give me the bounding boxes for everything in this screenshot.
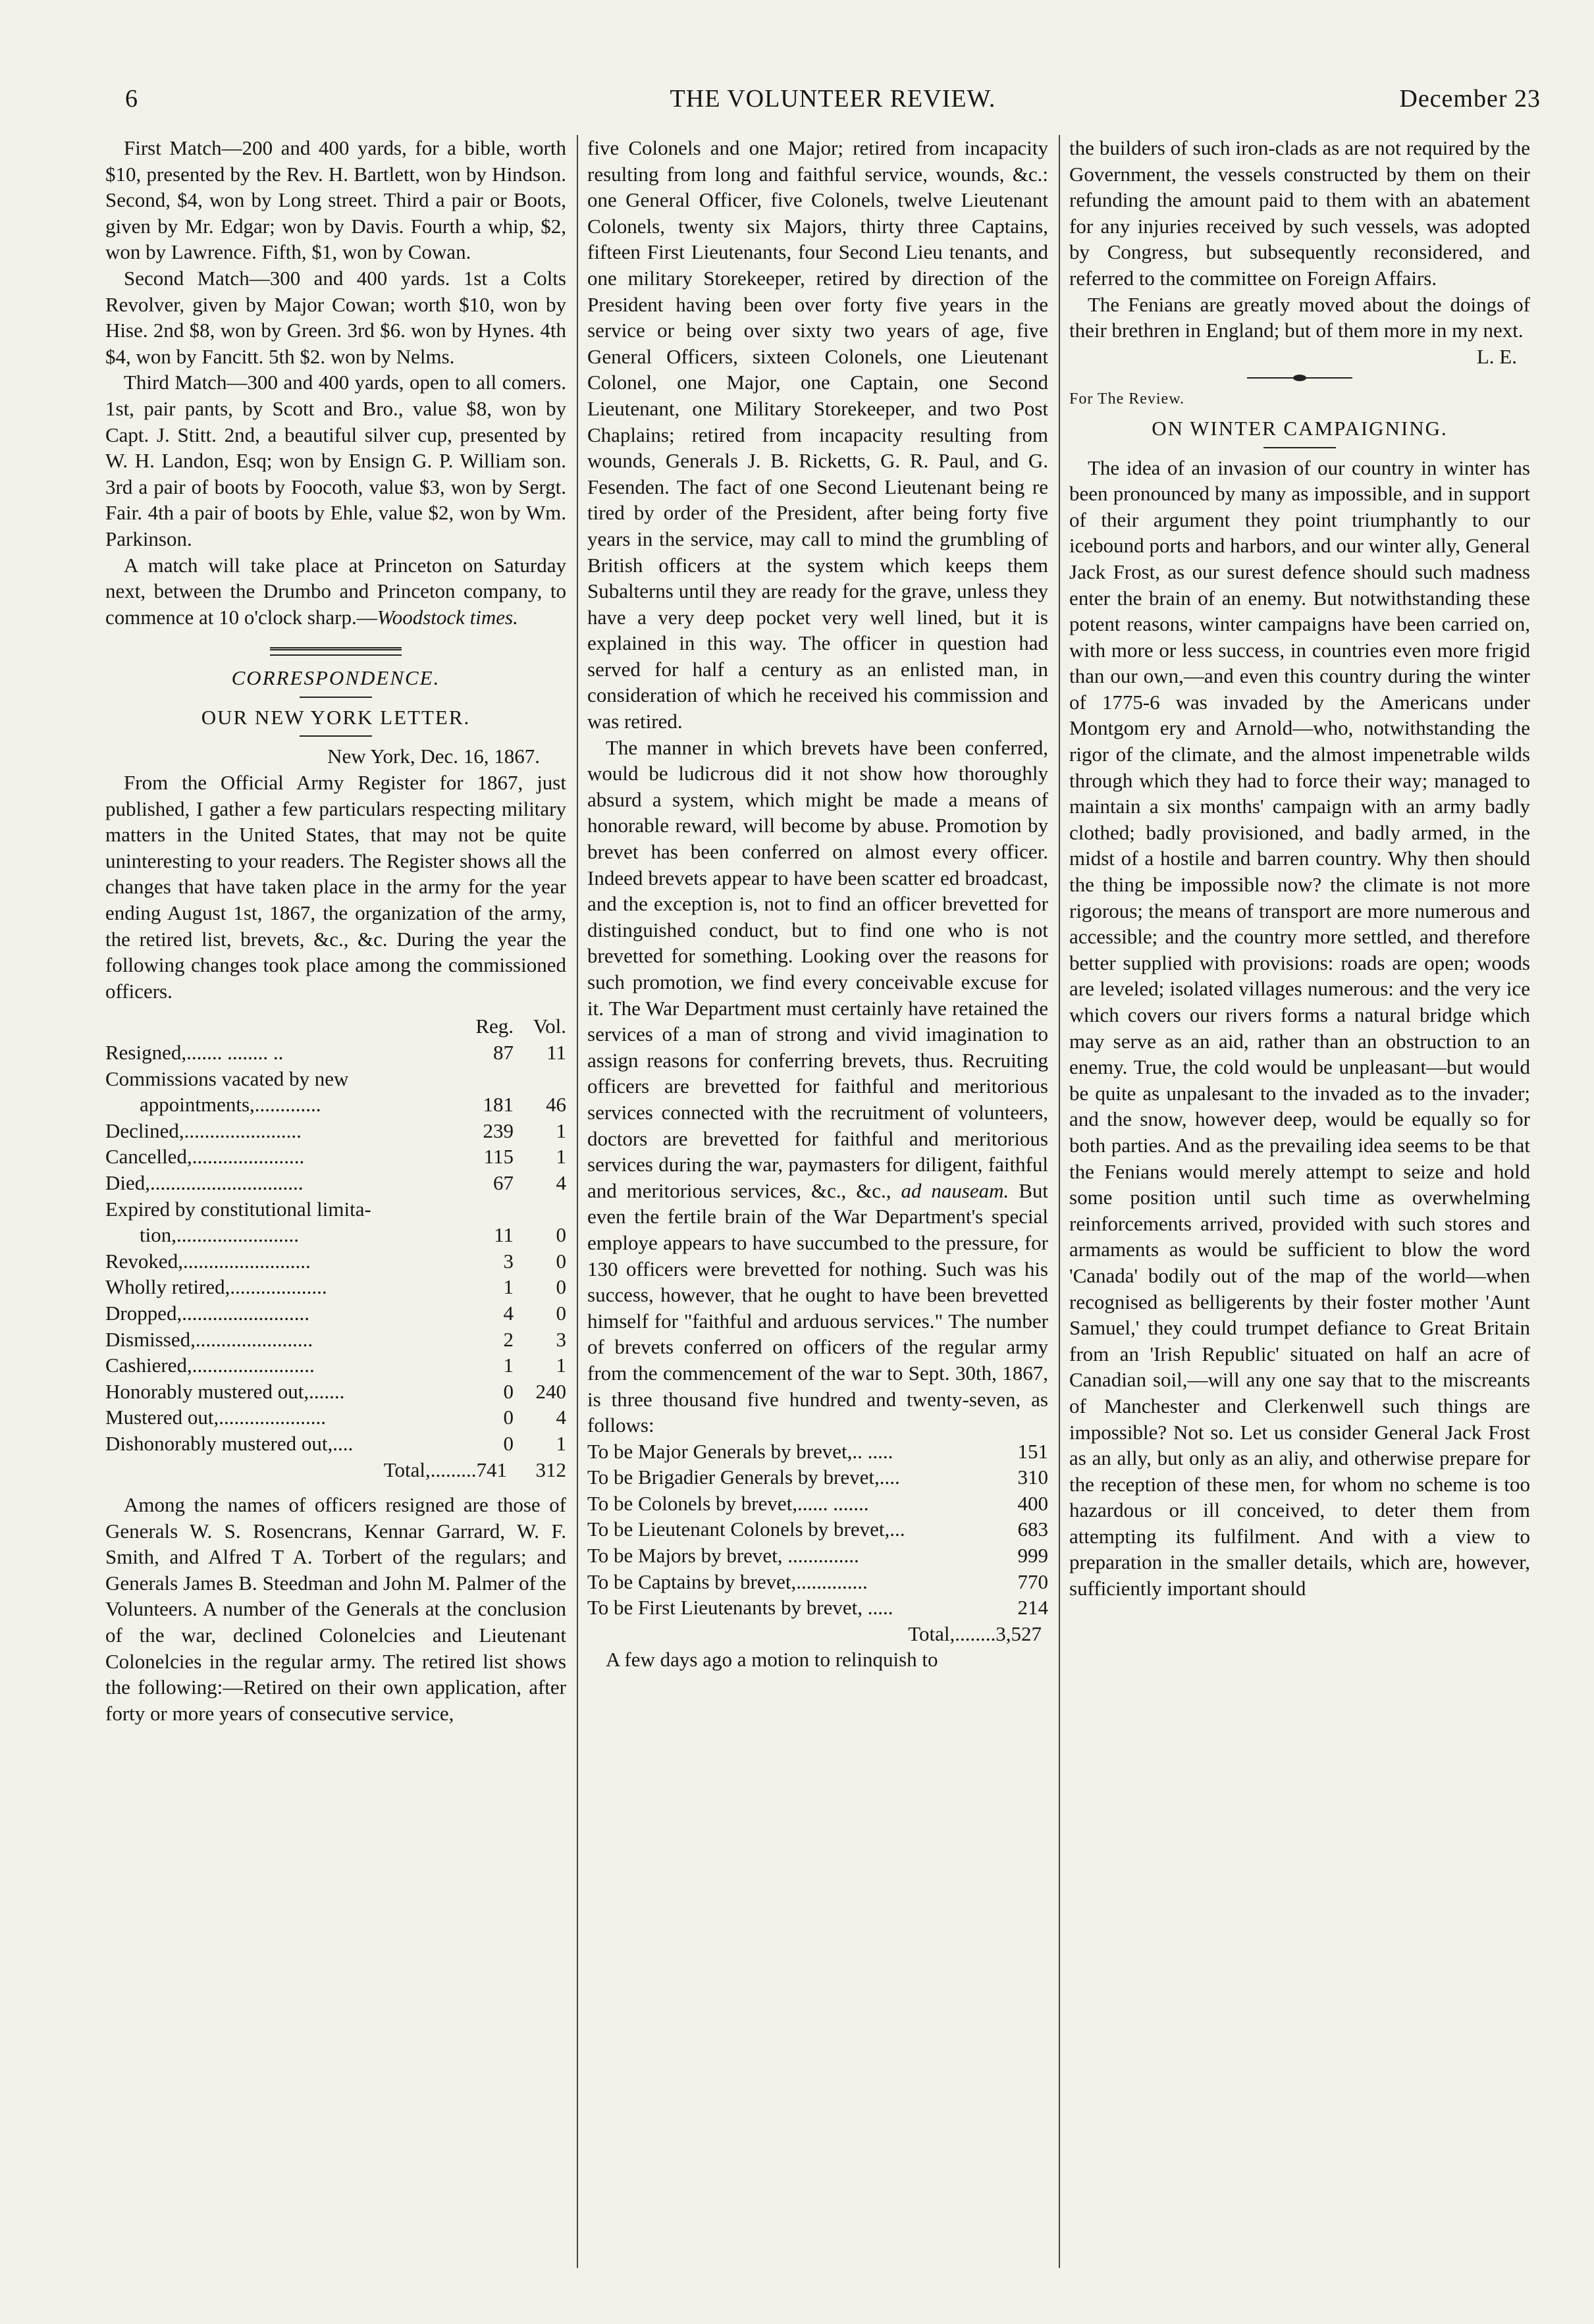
issue-date: December 23 — [1399, 85, 1541, 113]
brevet-table — [587, 1439, 1048, 1621]
row-reg: 0 — [503, 1379, 514, 1403]
table-row — [105, 1352, 566, 1379]
row-vol: 240 — [535, 1379, 566, 1403]
column-2 — [587, 135, 1048, 2268]
row-label: Cashiered,........................ — [105, 1354, 315, 1377]
rifle-match-1: First Match—200 and 400 yards, for a bible, worth $10, presented by the Rev. H. Bartlett, won by Hindson. Second, $4, won by Long street. Third a pair or Boots, given by Mr. Edgar; won by Davis. Fourth a whip, $2, won by Lawrence. Fifth, $1, won by Cowan. — [105, 136, 566, 264]
row-vol: 1 — [556, 1354, 566, 1377]
rifle-match-3: Third Match—300 and 400 yards, open to all comers. 1st, pair pants, by Scott and Bro., value $8, won by Capt. J. Stitt. 2nd, a beautiful silver cup, presented by W. H. Landon, Esq; won by Ensign G. P. William son. 3rd a pair of boots by Foocoth, value $3, won by Sergt. Fair. 4th a pair of boots by Ehle, value $2, won by Wm. Parkinson. — [105, 371, 566, 550]
ironclads-paragraph: the builders of such iron-clads as are not required by the Government, the vessels constructed by them on their refunding the amount paid to them with an abatement for any injuries received by such vessels, was adopted by Congress, but subsequently reconsidered, and referred to the committee on Foreign Affairs. — [1069, 136, 1530, 290]
rifle-match-2: Second Match—300 and 400 yards. 1st a Colts Revolver, given by Major Cowan; worth $10, won by Hise. 2nd $8, won by Green. 3rd $6. won by Hynes. 4th $4, won by Fancitt. 5th $2. won by Nelms. — [105, 266, 566, 368]
list-item — [587, 1464, 1048, 1491]
letter-intro: From the Official Army Register for 1867, just published, I gather a few particulars respecting military matters in the United States, that may not be quite uninteresting to your readers. The Register shows all the changes that have taken place in the army for the year ending August 1st, 1867, the organization of the army, the retired list, brevets, &c., &c. During the year the following changes took place among the commissioned officers. — [105, 771, 566, 1003]
table-row — [105, 1248, 566, 1275]
row-label: Dishonorably mustered out,.... — [105, 1431, 354, 1455]
table-row — [105, 1274, 566, 1300]
list-item — [587, 1516, 1048, 1543]
heading-rule — [300, 697, 372, 698]
fenians-paragraph: The Fenians are greatly moved about the doings of their brethren in England; but of them more in my next. — [1069, 292, 1530, 342]
row-reg: 2 — [503, 1327, 514, 1351]
row-vol: 1 — [556, 1145, 566, 1169]
list-item — [587, 1569, 1048, 1595]
row-label: Dismissed,....................... — [105, 1327, 313, 1351]
row-label: Dropped,......................... — [105, 1301, 309, 1325]
brevets-text: The manner in which brevets have been conferred, would be ludicrous did it not show how thoroughly absurd a system, which might be made a means of honorable reward, will become by abuse. Promotion by brevet has been conferred on almost every officer. Indeed brevets appear to have been scatter ed broadcast, and the exception is, not to find an officer brevetted for distinguished conduct, but to find one who is not brevetted for something. Looking over the reasons for such promotion, we find every conceivable excuse for it. The War Department must certainly have retained the services of a man of strong and vivid imagination to assign reasons for conferring brevets, thus. Recruiting officers are brevetted for faithful and meritorious services connected with the recruitment of volunteers, doctors are brevetted for faithful and meritorious services during the war, paymasters for diligent, faithful and meritorious services, &c., &c., — [587, 735, 1048, 1202]
row-label: Mustered out,..................... — [105, 1406, 326, 1429]
match-notice-text: A match will take place at Princeton on Saturday next, between the Drumbo and Princeton company, to commence at 10 o'clock sharp.— — [105, 553, 566, 629]
brevet-total: Total,........3,527 — [908, 1622, 1042, 1645]
table-row — [105, 1066, 566, 1092]
row-label: Revoked,......................... — [105, 1249, 311, 1273]
retired-list: five Colonels and one Major; retired from incapacity resulting from long and faithful service, wounds, &c.: one General Officer, five Colonels, twelve Lieutenant Colonels, twenty six Majors, thirty three Captains, fifteen First Lieutenants, four Second Lieu tenants, and one military Storekeeper, retired by direction of the President having been over forty five years in the service or being over sixty two years of age, five General Officers, sixteen Colonels, one Lieutenant Colonel, one Major, one Captain, one Second Lieutenant, one Military Storekeeper, and two Post Chaplains; retired from incapacity resulting from wounds, Generals J. B. Ricketts, G. R. Paul, and G. Fesenden. The fact of one Second Lieutenant being re tired by order of the President, after being forty five years in the service, may call to mind the grumbling of British officers at the system which keeps them Subalterns until they are ready for the grave, unless they have a very deep pocket very well lined, but it is explained in this way. The officer in question had served for half a century as an enlisted man, in consideration of which he received his commission and was retired. — [587, 136, 1048, 733]
table-header — [105, 1013, 566, 1040]
brevet-rank: To be Lieutenant Colonels by brevet,... — [587, 1518, 905, 1541]
column-divider — [1059, 135, 1060, 2268]
row-vol: 0 — [556, 1249, 566, 1273]
col-reg-header: Reg. — [475, 1015, 514, 1038]
table-total — [105, 1457, 566, 1483]
brevets-text-cont: But even the fertile brain of the War Department's special employe appears to have succumbed to the pressure, for 130 officers were brevetted for nothing. Such was his success, however, that he ought to have been brevetted himself for "faithful and arduous services." The number of brevets conferred on officers of the regular army from the commencement of the war to Sept. 30th, 1867, is three thousand five hundred and twenty-seven, as follows: — [587, 1178, 1048, 1437]
heading-rule — [1263, 447, 1336, 448]
row-reg: 11 — [494, 1223, 514, 1247]
ornament-divider — [1247, 377, 1352, 379]
table-row — [105, 1300, 566, 1327]
row-label: Wholly retired,................... — [105, 1275, 327, 1299]
table-row — [105, 1040, 566, 1066]
row-label: tion,........................ — [140, 1223, 299, 1247]
row-reg: 239 — [483, 1119, 514, 1142]
brevet-count: 151 — [1017, 1439, 1048, 1463]
changes-table — [105, 1040, 566, 1457]
table-row — [105, 1144, 566, 1170]
row-vol: 4 — [556, 1171, 566, 1194]
row-reg: 3 — [503, 1249, 514, 1273]
row-vol: 1 — [556, 1431, 566, 1455]
page-header — [125, 84, 1541, 124]
brevet-rank: To be Majors by brevet, .............. — [587, 1544, 859, 1568]
table-row — [105, 1379, 566, 1405]
letter-heading: OUR NEW YORK LETTER. — [201, 705, 471, 729]
column-3 — [1069, 135, 1530, 2268]
row-reg — [461, 1196, 514, 1223]
table-row — [105, 1327, 566, 1353]
table-row — [105, 1404, 566, 1431]
table-row — [105, 1092, 566, 1118]
row-vol: 4 — [556, 1406, 566, 1429]
row-reg: 4 — [503, 1301, 514, 1325]
brevet-count: 400 — [1017, 1491, 1048, 1515]
section-divider — [270, 647, 402, 656]
row-label: Expired by constitutional limita- — [105, 1197, 371, 1221]
brevet-count: 683 — [1017, 1518, 1048, 1541]
row-reg: 87 — [493, 1041, 514, 1064]
table-row — [105, 1170, 566, 1196]
column-1 — [105, 135, 566, 2268]
col-vol-header: Vol. — [533, 1015, 566, 1038]
table-row — [105, 1222, 566, 1248]
row-reg: 1 — [503, 1275, 514, 1299]
row-label: Died,.............................. — [105, 1171, 304, 1194]
row-label: Declined,....................... — [105, 1119, 302, 1142]
rifle-match-4 — [105, 552, 566, 631]
brevet-count: 214 — [1017, 1596, 1048, 1620]
row-label: Commissions vacated by new — [105, 1067, 349, 1090]
row-reg: 67 — [493, 1171, 514, 1194]
row-vol — [514, 1196, 566, 1223]
row-vol: 46 — [546, 1093, 566, 1117]
brevet-rank: To be Colonels by brevet,...... ....... — [587, 1491, 869, 1515]
row-vol: 0 — [556, 1301, 566, 1325]
row-vol: 11 — [546, 1041, 566, 1064]
column-divider — [577, 135, 578, 2268]
article-title: ON WINTER CAMPAIGNING. — [1152, 416, 1448, 440]
row-reg — [461, 1066, 514, 1092]
resigned-officers: Among the names of officers resigned are those of Generals W. S. Rosencrans, Kennar Garrard, W. F. Smith, and Alfred T A. Torbert of the regulars; and Generals James B. Steedman and John M. Palmer of the Volunteers. A number of the Generals at the conclusion of the war, declined Colonelcies and Lieutenant Colonelcies in the regular army. The retired list shows the following:—Retired on their own application, after forty or more years of consecutive service, — [105, 1493, 566, 1725]
heading-rule — [300, 735, 372, 737]
list-item — [587, 1439, 1048, 1465]
row-vol — [514, 1066, 566, 1092]
page-number: 6 — [125, 85, 138, 113]
brevet-count: 310 — [1017, 1466, 1048, 1489]
letter-dateline: New York, Dec. 16, 1867. — [327, 745, 540, 768]
row-reg: 115 — [483, 1145, 514, 1169]
section-heading: CORRESPONDENCE. — [231, 666, 440, 690]
source-credit: Woodstock times. — [377, 605, 518, 629]
winter-campaigning-text: The idea of an invasion of our country in winter has been pronounced by many as impossible, and in support of their argument they point triumphantly to our icebound ports and harbors, and our winter ally, General Jack Frost, as our surest defence should such madness enter the brain of an enemy. But notwithstanding these potent reasons, winter campaigns have been carried on, with more or less success, in countries even more frigid than our own,—and even this country during the winter of 1775-6 was invaded by the Americans under Montgom ery and Arnold—who, notwithstanding the rigor of the climate, and the almost impenetrable wilds through which they had to force their way; managed to maintain a six months' campaign with an army badly clothed; badly provisioned, and badly armed, in the midst of a hostile and barren country. Why then should the thing be impossible now? the climate is not more rigorous; the means of transport are more numerous and accessible; and the country more settled, and therefore better supplied with provisions: roads are open; woods are leveled; isolated villages numerous: and the very ice which covers our rivers forms a natural bridge which may serve as an aid, rather than an obstruction to an enemy. True, the cold would be unpleasant—but would be quite as unpalesant to the invaded as to the invader; and the snow, however deep, would be equally so for both parties. And as the prevailing idea seems to be that the Fenians would merely attempt to seize and hold some position until such time as overwhelming reinforcements arrived, provided with such stores and armaments as would be sufficient to blow the word 'Canada' bodily out of the map of the world—when recognised as belligerents by their foster mother 'Aunt Samuel,' they could trumpet defiance to Great Britain from an 'Irish Republic' situated on half an acre of Canadian soil,—will any one say that to the miscreants of Manchester and Clerkenwell such things are impossible? Not so. Let us consider General Jack Frost as an ally, but only as an aliy, and otherwise prepare for the reception of these men, for whom no scheme is too hazardous or ill conceived, to deter them from attempting its fulfilment. And with a view to preparation in the smaller details, which are, however, sufficiently important should — [1069, 456, 1530, 1600]
table-total-vol: 312 — [535, 1458, 566, 1481]
row-reg: 1 — [503, 1354, 514, 1377]
row-reg: 0 — [503, 1431, 514, 1455]
list-item — [587, 1595, 1048, 1621]
row-vol: 0 — [556, 1275, 566, 1299]
brevet-rank: To be First Lieutenants by brevet, ..... — [587, 1596, 893, 1620]
table-row — [105, 1196, 566, 1223]
for-review-label: For The Review. — [1069, 390, 1184, 408]
motion-paragraph: A few days ago a motion to relinquish to — [606, 1648, 938, 1672]
brevet-rank: To be Major Generals by brevet,.. ..... — [587, 1439, 893, 1463]
row-reg: 0 — [503, 1406, 514, 1429]
row-vol: 0 — [556, 1223, 566, 1247]
row-reg: 181 — [483, 1093, 514, 1117]
brevet-rank: To be Brigadier Generals by brevet,.... — [587, 1466, 900, 1489]
brevet-count: 999 — [1017, 1544, 1048, 1568]
ad-nauseam: ad nauseam. — [901, 1178, 1009, 1202]
row-label: Honorably mustered out,....... — [105, 1379, 345, 1403]
table-row — [105, 1431, 566, 1457]
list-item — [587, 1491, 1048, 1517]
table-row — [105, 1118, 566, 1144]
brevets-paragraph — [587, 735, 1048, 1439]
brevet-rank: To be Captains by brevet,.............. — [587, 1570, 868, 1593]
row-vol: 1 — [556, 1119, 566, 1142]
row-vol: 3 — [556, 1327, 566, 1351]
letter-signature: L. E. — [1476, 344, 1517, 368]
row-label: Cancelled,...................... — [105, 1145, 305, 1169]
row-label: Resigned,....... ........ .. — [105, 1041, 284, 1064]
row-label: appointments,............. — [140, 1093, 321, 1117]
list-item — [587, 1543, 1048, 1569]
brevet-count: 770 — [1017, 1570, 1048, 1593]
table-total-label: Total,.........741 — [383, 1458, 507, 1481]
masthead-title: THE VOLUNTEER REVIEW. — [670, 85, 996, 113]
